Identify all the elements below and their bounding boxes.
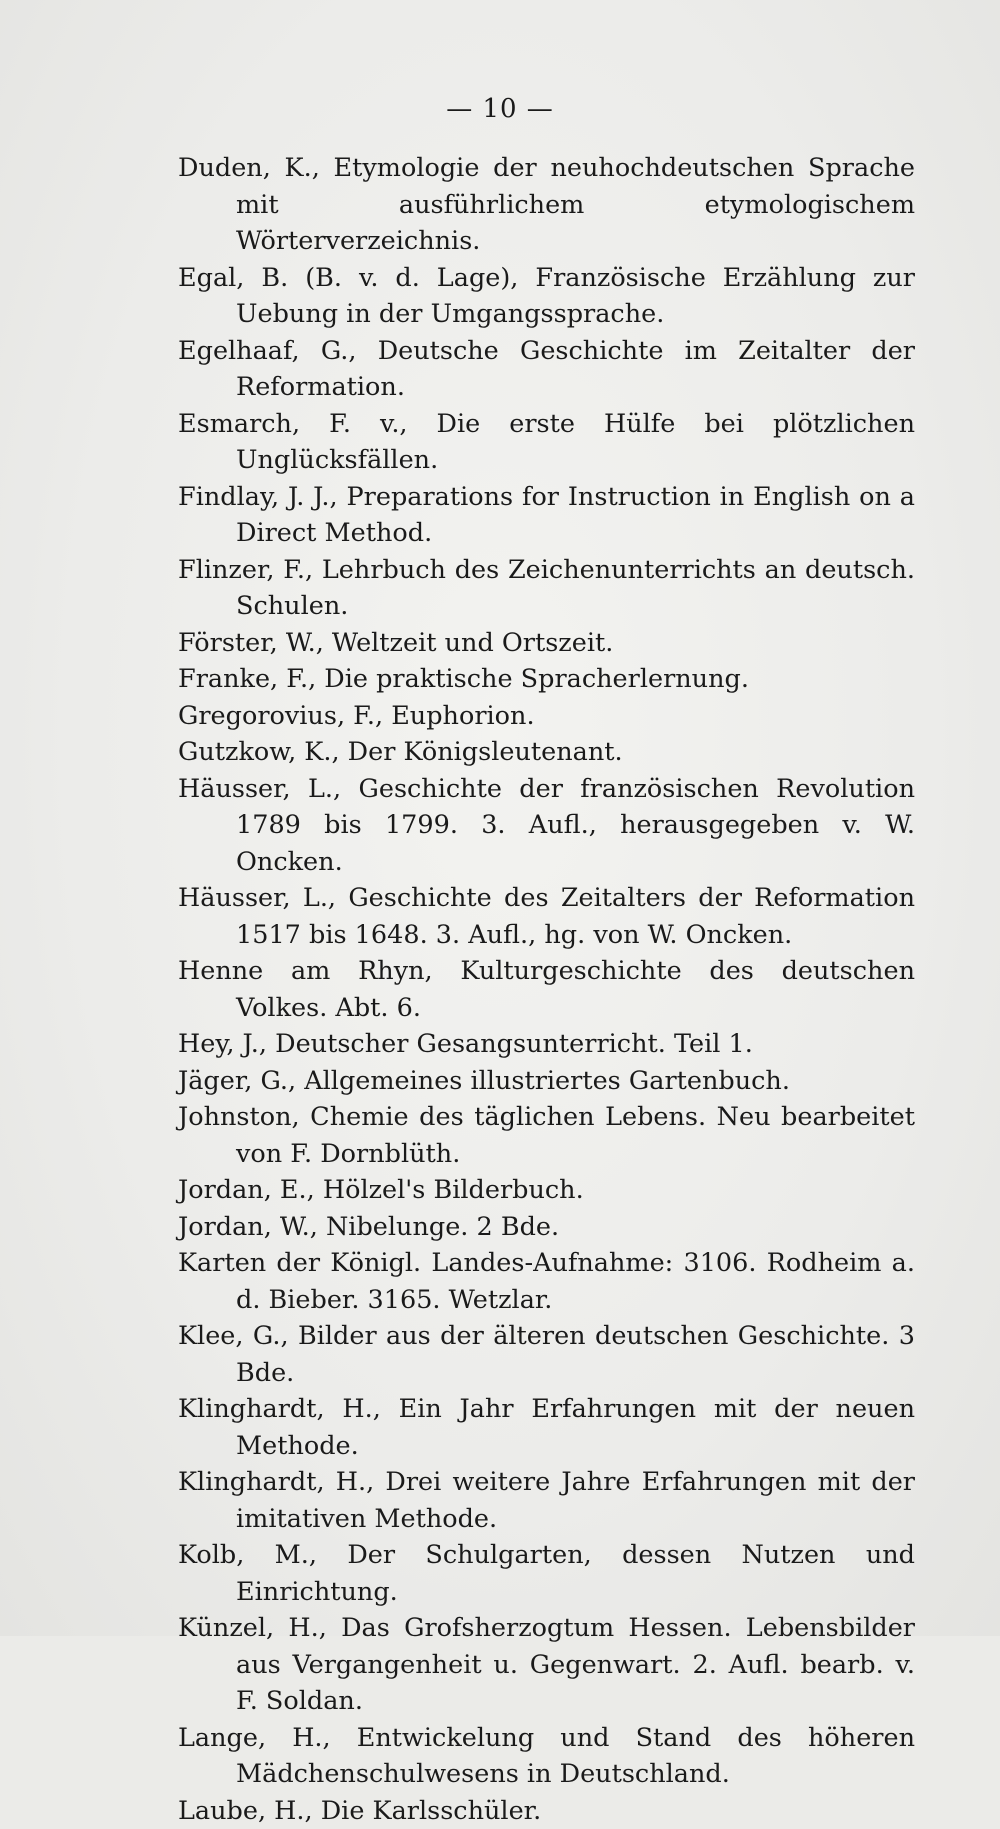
bibliography-entry: Egelhaaf, G., Deutsche Geschichte im Zeitalter der Reformation. [178, 333, 915, 406]
bibliography-entry: Karten der Königl. Landes-Aufnahme: 3106. Rodheim a. d. Bieber. 3165. Wetzlar. [178, 1245, 915, 1318]
bibliography-entry: Hey, J., Deutscher Gesangsunterricht. Teil 1. [178, 1026, 915, 1063]
bibliography-entry: Johnston, Chemie des täglichen Lebens. Neu bearbeitet von F. Dornblüth. [178, 1099, 915, 1172]
bibliography-entry: Laube, H., Die Karlsschüler. [178, 1793, 915, 1829]
bibliography-entry: Klinghardt, H., Ein Jahr Erfahrungen mit der neuen Methode. [178, 1391, 915, 1464]
bibliography-entry: Kolb, M., Der Schulgarten, dessen Nutzen und Einrichtung. [178, 1537, 915, 1610]
bibliography-entry: Förster, W., Weltzeit und Ortszeit. [178, 625, 915, 662]
bibliography-entry: Künzel, H., Das Grofsherzogtum Hessen. Lebensbilder aus Vergangenheit u. Gegenwart. 2. Aufl. bearb. v. F. Soldan. [178, 1610, 915, 1720]
bibliography-entry: Flinzer, F., Lehrbuch des Zeichenunterrichts an deutsch. Schulen. [178, 552, 915, 625]
bibliography-entry: Henne am Rhyn, Kulturgeschichte des deutschen Volkes. Abt. 6. [178, 953, 915, 1026]
bibliography-entry: Jordan, W., Nibelunge. 2 Bde. [178, 1209, 915, 1246]
bibliography-entry: Lange, H., Entwickelung und Stand des höheren Mädchenschulwesens in Deutschland. [178, 1720, 915, 1793]
bibliography-entry: Häusser, L., Geschichte des Zeitalters der Reformation 1517 bis 1648. 3. Aufl., hg. von W. Oncken. [178, 880, 915, 953]
bibliography-entry: Klee, G., Bilder aus der älteren deutschen Geschichte. 3 Bde. [178, 1318, 915, 1391]
bibliography-entry: Findlay, J. J., Preparations for Instruction in English on a Direct Method. [178, 479, 915, 552]
bibliography-list [178, 150, 915, 1829]
page-number: — 10 — [0, 94, 1000, 124]
bibliography-entry: Klinghardt, H., Drei weitere Jahre Erfahrungen mit der imitativen Methode. [178, 1464, 915, 1537]
bibliography-entry: Esmarch, F. v., Die erste Hülfe bei plötzlichen Unglücksfällen. [178, 406, 915, 479]
bibliography-entry: Duden, K., Etymologie der neuhochdeutschen Sprache mit ausführlichem etymologischem Wörterverzeichnis. [178, 150, 915, 260]
bibliography-entry: Gutzkow, K., Der Königsleutenant. [178, 734, 915, 771]
bibliography-entry: Jordan, E., Hölzel's Bilderbuch. [178, 1172, 915, 1209]
bibliography-entry: Egal, B. (B. v. d. Lage), Französische Erzählung zur Uebung in der Umgangssprache. [178, 260, 915, 333]
bibliography-entry: Franke, F., Die praktische Spracherlernung. [178, 661, 915, 698]
bibliography-entry: Jäger, G., Allgemeines illustriertes Gartenbuch. [178, 1063, 915, 1100]
bibliography-entry: Häusser, L., Geschichte der französischen Revolution 1789 bis 1799. 3. Aufl., herausgegeben v. W. Oncken. [178, 771, 915, 881]
bibliography-entry: Gregorovius, F., Euphorion. [178, 698, 915, 735]
